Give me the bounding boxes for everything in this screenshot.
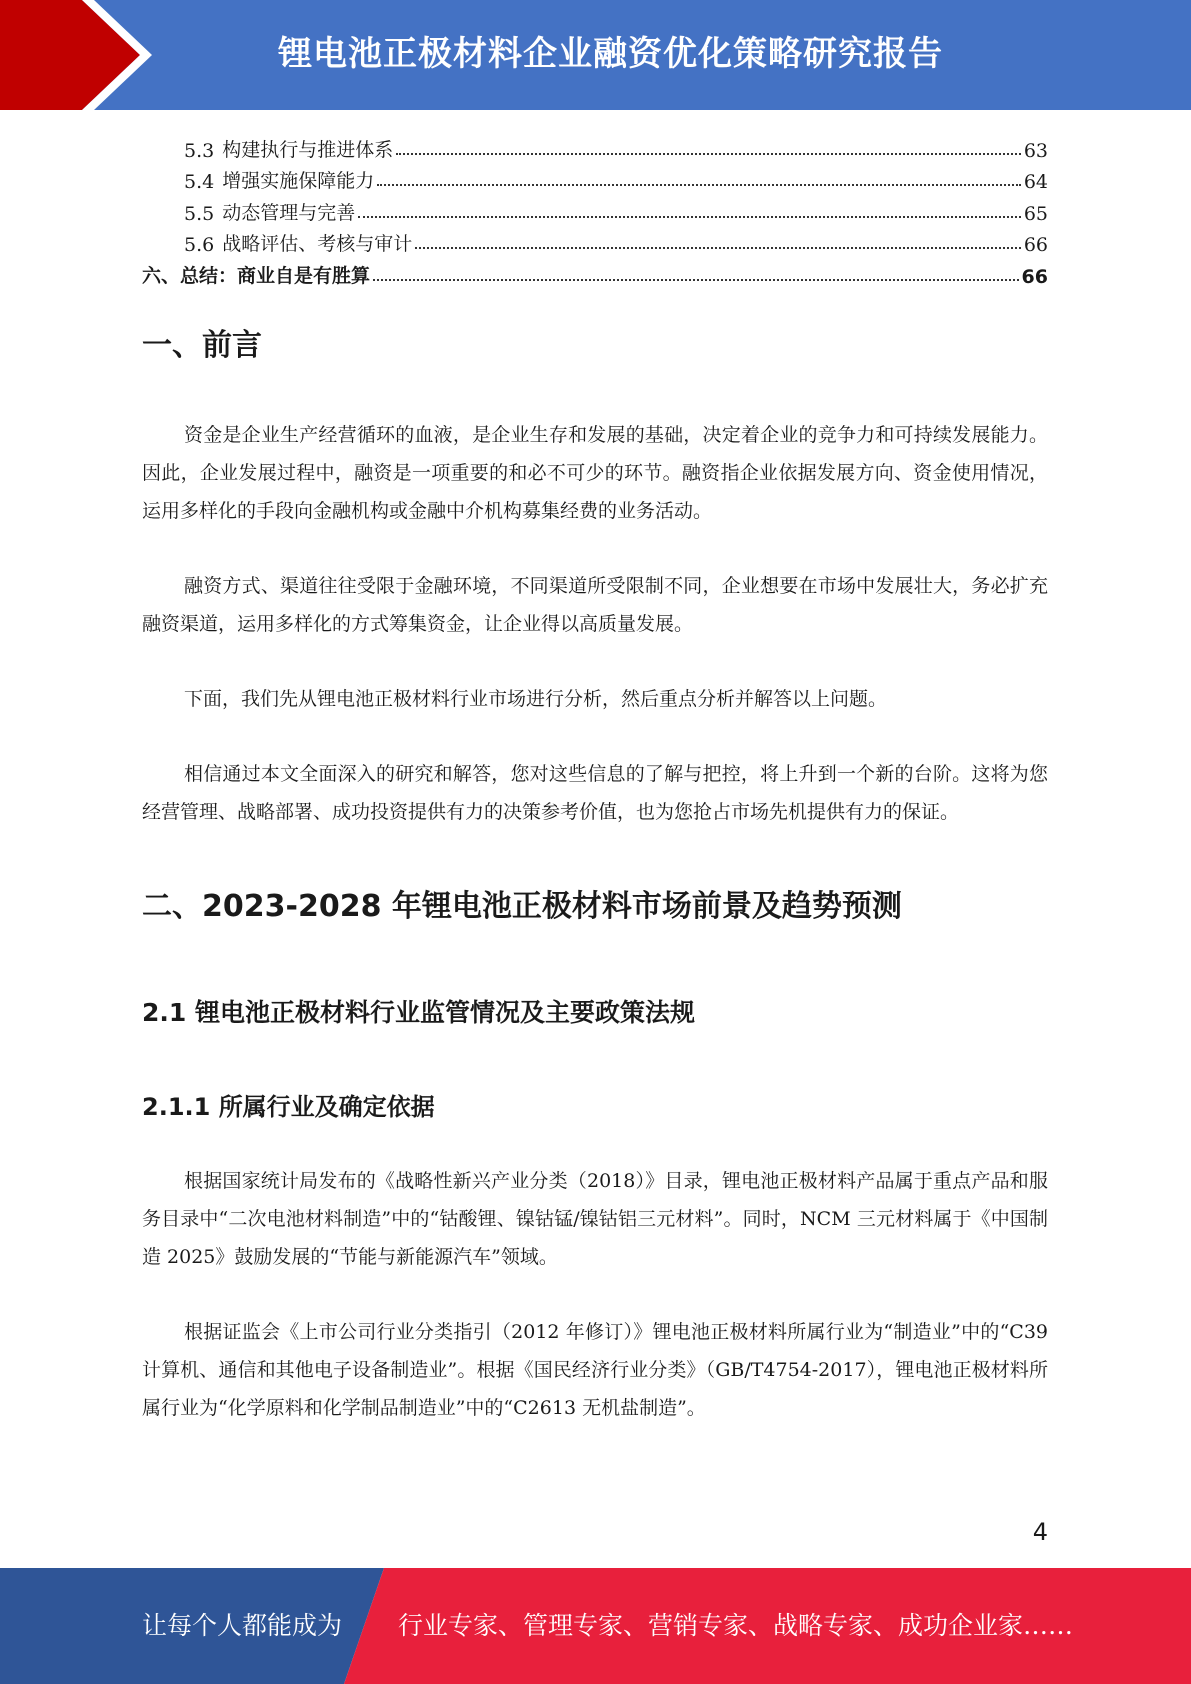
footer-slogan-right: 行业专家、管理专家、营销专家、战略专家、成功企业家……	[398, 1611, 1074, 1640]
toc-leader-dots	[358, 216, 1021, 218]
toc-leader-dots	[396, 153, 1021, 155]
header-bar	[0, 0, 1191, 110]
toc-entry-title: 六、总结：商业自是有胜算	[142, 264, 371, 287]
toc-entry-number: 5.3	[184, 139, 215, 162]
header-arrow-decoration	[0, 0, 160, 110]
footer-bar	[0, 1568, 1191, 1684]
document-body	[142, 320, 1048, 1427]
toc-entry-page: 63	[1023, 139, 1048, 162]
toc-leader-dots	[377, 184, 1021, 186]
paragraph: 相信通过本文全面深入的研究和解答，您对这些信息的了解与把控，将上升到一个新的台阶。这将为您经营管理、战略部署、成功投资提供有力的决策参考价值，也为您抢占市场先机提供有力的保证。	[142, 763, 1048, 823]
toc-entry-title: 增强实施保障能力	[222, 170, 375, 192]
toc-leader-dots	[373, 279, 1019, 281]
paragraph: 根据国家统计局发布的《战略性新兴产业分类（2018）》目录，锂电池正极材料产品属于重点产品和服务目录中“二次电池材料制造”中的“钴酸锂、镍钴锰/镍钴铝三元材料”。同时，NCM 三元材料属于《中国制造 2025》鼓励发展的“节能与新能源汽车”领域。	[142, 1170, 1048, 1268]
paragraph: 融资方式、渠道往往受限于金融环境，不同渠道所受限制不同，企业想要在市场中发展壮大，务必扩充融资渠道，运用多样化的方式筹集资金，让企业得以高质量发展。	[142, 575, 1048, 635]
toc-entry-page: 66	[1021, 265, 1048, 288]
toc-entry[interactable]	[142, 193, 1048, 225]
toc-entry-number: 5.6	[184, 234, 215, 256]
report-title: 锂电池正极材料企业融资优化策略研究报告	[278, 34, 943, 74]
toc-entry-title: 构建执行与推进体系	[222, 138, 394, 161]
subsection-heading-industry-basis: 2.1.1 所属行业及确定依据	[142, 1093, 435, 1121]
section-heading-preface: 一、前言	[142, 328, 262, 363]
toc-entry-page: 65	[1023, 202, 1048, 225]
toc-entry[interactable]	[142, 130, 1048, 162]
footer-slogan-left: 让每个人都能成为	[142, 1611, 343, 1640]
toc-entry[interactable]	[142, 225, 1048, 257]
toc-entry-page: 66	[1023, 234, 1048, 256]
toc-entry-title: 动态管理与完善	[222, 201, 356, 224]
section-heading-forecast: 二、2023-2028 年锂电池正极材料市场前景及趋势预测	[142, 889, 902, 924]
toc-entry-number: 5.4	[184, 171, 215, 193]
toc-entry-page: 64	[1023, 171, 1048, 193]
toc-entry[interactable]	[142, 162, 1048, 194]
subsection-heading-regulation: 2.1 锂电池正极材料行业监管情况及主要政策法规	[142, 998, 695, 1027]
toc-leader-dots	[415, 247, 1021, 249]
page-number: 4	[1032, 1518, 1048, 1546]
paragraph: 下面，我们先从锂电池正极材料行业市场进行分析，然后重点分析并解答以上问题。	[184, 688, 888, 710]
paragraph: 资金是企业生产经营循环的血液，是企业生存和发展的基础，决定着企业的竞争力和可持续发展能力。因此，企业发展过程中，融资是一项重要的和必不可少的环节。融资指企业依据发展方向、资金使用情况，运用多样化的手段向金融机构或金融中介机构募集经费的业务活动。	[142, 424, 1048, 522]
toc-entry-number: 5.5	[184, 202, 215, 225]
table-of-contents	[142, 130, 1048, 288]
toc-entry-title: 战略评估、考核与审计	[222, 233, 413, 255]
paragraph: 根据证监会《上市公司行业分类指引（2012 年修订）》锂电池正极材料所属行业为“制造业”中的“C39 计算机、通信和其他电子设备制造业”。根据《国民经济行业分类》（GB/T4754-2017），锂电池正极材料所属行业为“化学原料和化学制品制造业”中的“C2613 无机盐制造”。	[142, 1321, 1048, 1419]
toc-entry-major[interactable]	[142, 256, 1048, 288]
